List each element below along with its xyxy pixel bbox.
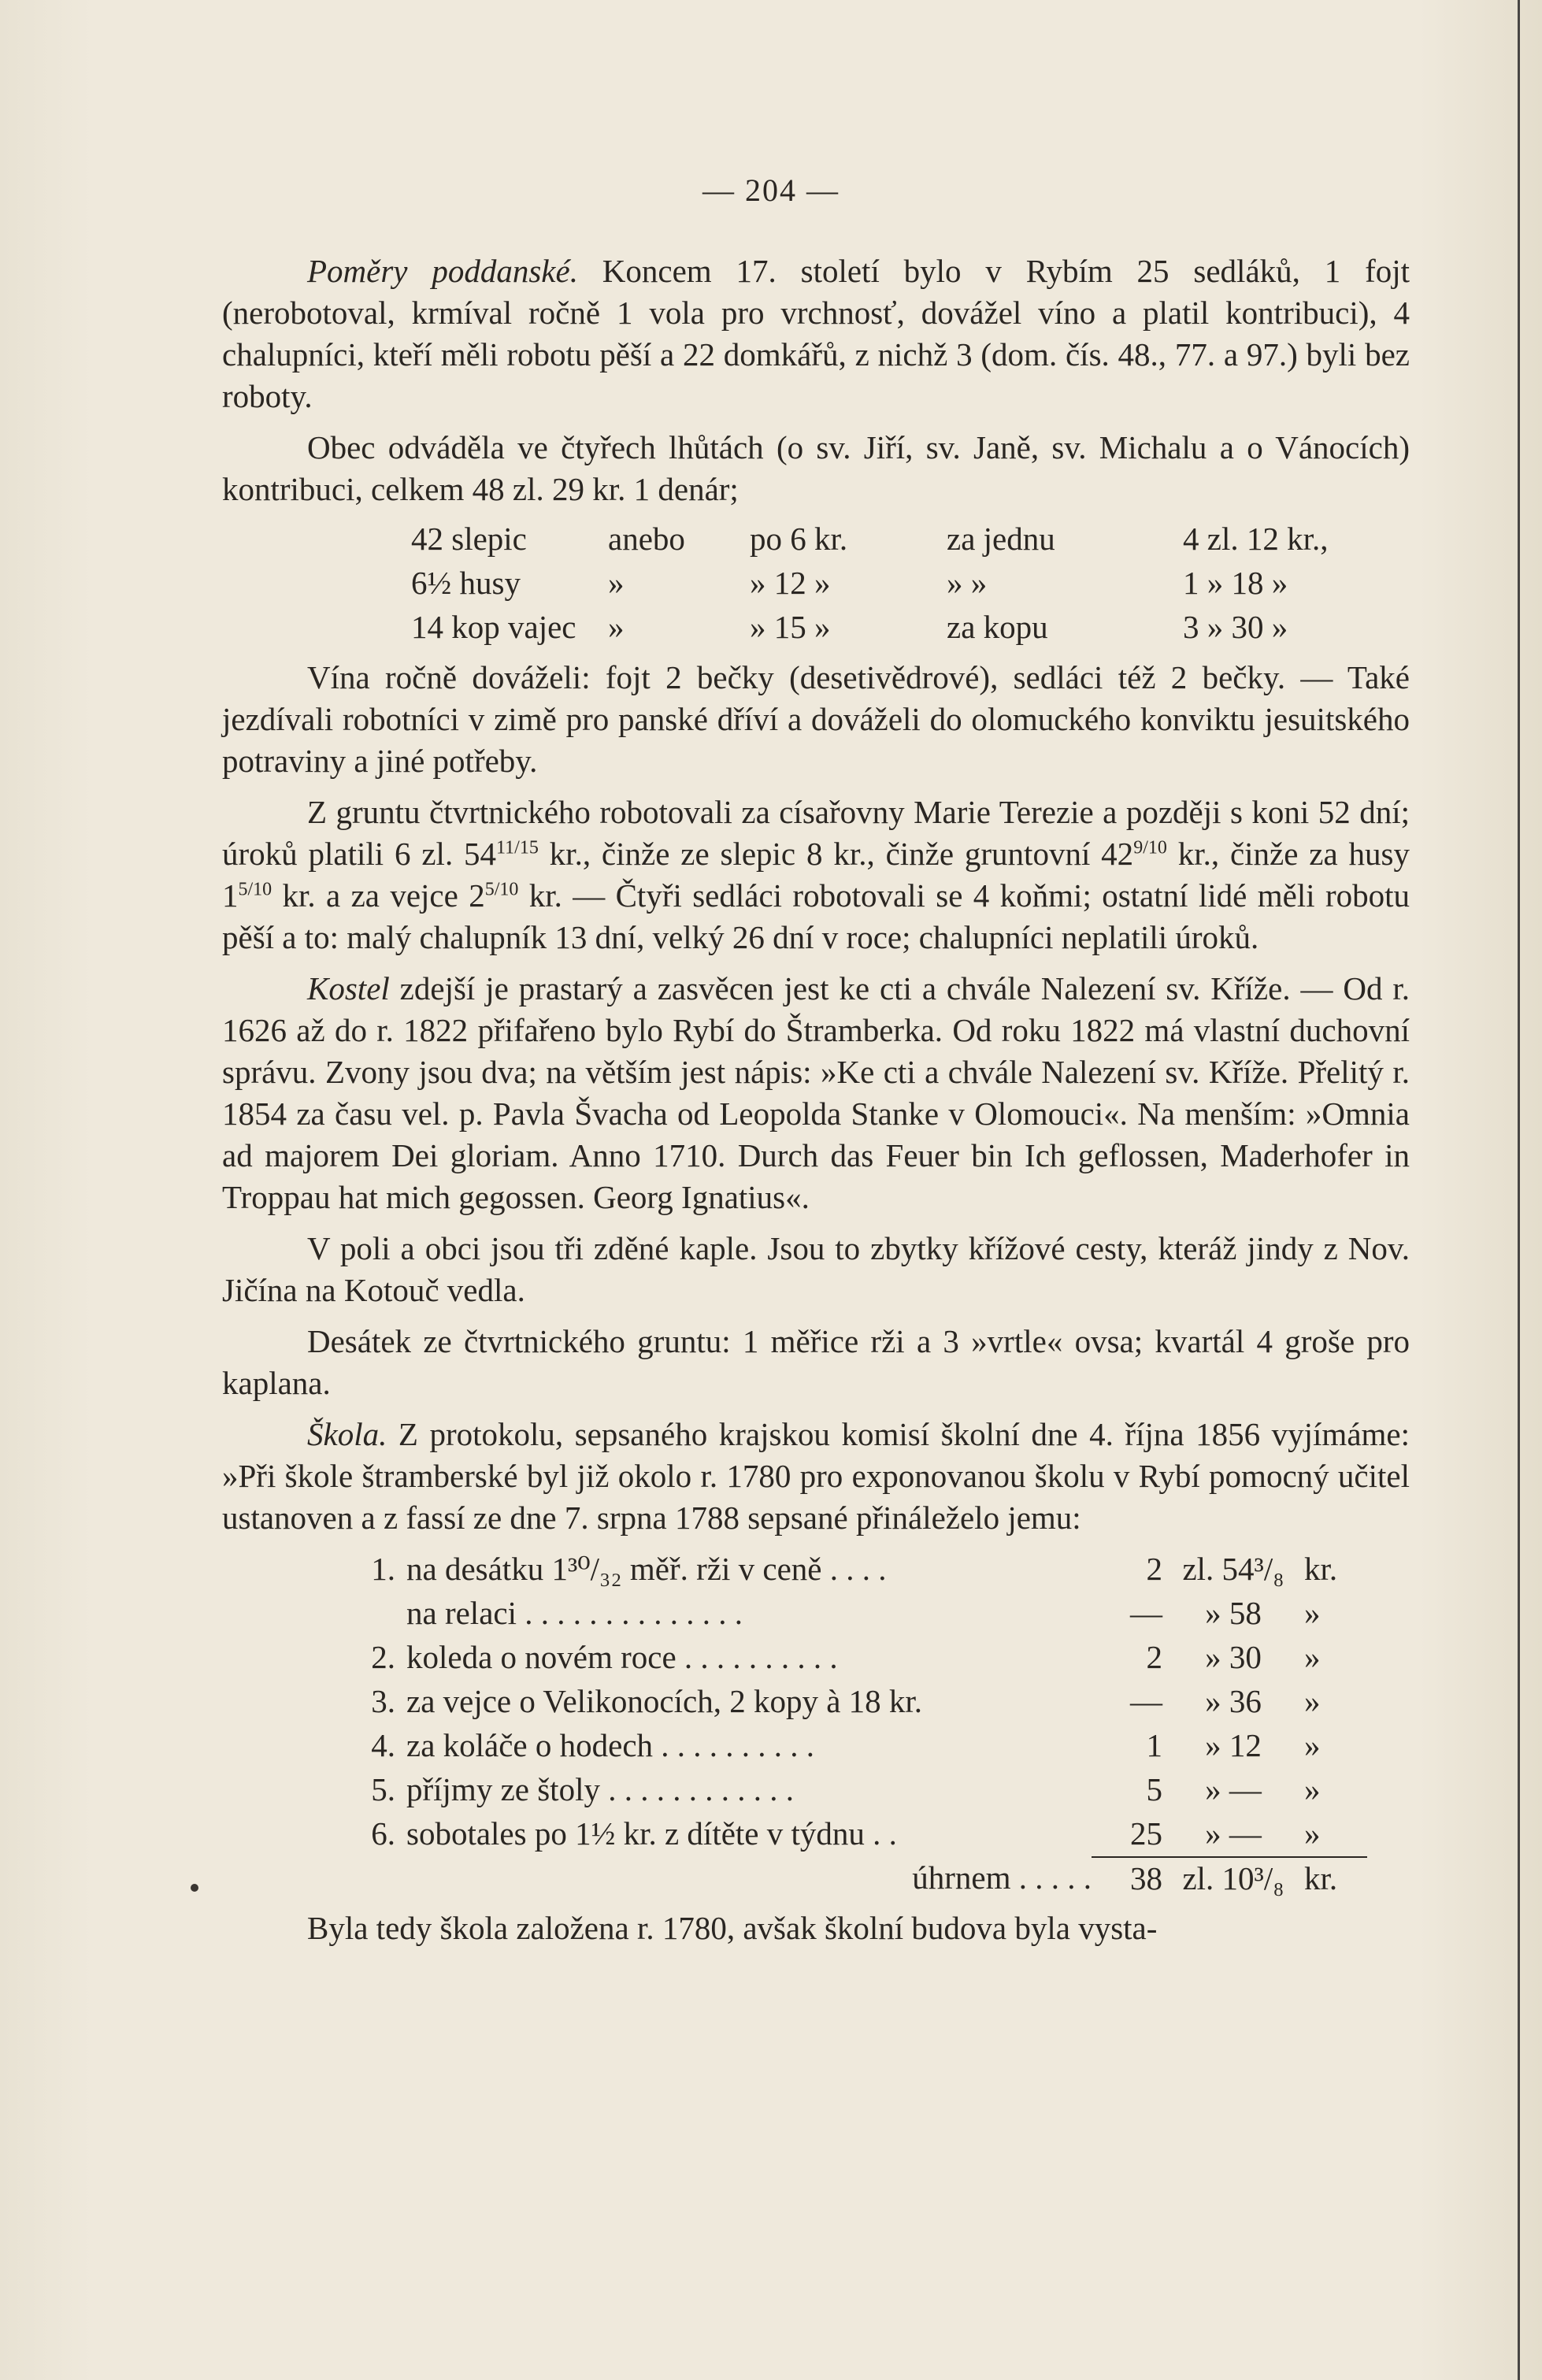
- row-unit: kr.: [1304, 1550, 1338, 1587]
- salary-row: [222, 1811, 1410, 1855]
- dues-rate: po 6 kr.: [750, 520, 848, 557]
- paragraph-text: Z protokolu, sepsaného krajskou komisí školní dne 4. října 1856 vyjímáme: »Při škole štramberské byl již okolo r. 1780 pro exponovanou školu v Rybí pomocný učitel ustanoven a z fassí ze dne 7. srpna 1788 sepsané přináleželo jemu:: [222, 1416, 1410, 1536]
- dues-unit: » »: [947, 564, 988, 601]
- row-label: příjmy ze štoly . . . . . . . . . . . .: [406, 1770, 794, 1807]
- row-kreuzer: » —: [1205, 1815, 1262, 1852]
- row-unit: »: [1304, 1770, 1321, 1807]
- row-unit: »: [1304, 1638, 1321, 1675]
- dues-unit: za jednu: [947, 520, 1055, 557]
- row-guilders: 2: [1146, 1550, 1162, 1587]
- paragraph-chapels: V poli a obci jsou tři zděné kaple. Jsou to zbytky křížové cesty, kteráž jindy z Nov. Jičína na Kotouč vedla.: [222, 1230, 1410, 1308]
- paragraph-tithe: Desátek ze čtvrtnického gruntu: 1 měřice rži a 3 »vrtle« ovsa; kvartál 4 groše pro kaplana.: [222, 1323, 1410, 1401]
- fraction: 9/10: [1133, 837, 1167, 858]
- section-title-serfdom: Poměry poddanské.: [307, 253, 578, 289]
- row-guilders: 5: [1146, 1770, 1162, 1807]
- total-unit: kr.: [1304, 1856, 1367, 1900]
- page-body: [222, 250, 1410, 1949]
- dues-sum: 3 » 30 »: [1183, 608, 1288, 645]
- row-unit: »: [1304, 1594, 1321, 1631]
- paragraph-text: Koncem 17. století bylo v Rybím 25 sedláků, 1 fojt (nerobotoval, krmíval ročně 1 vola pro vrchnosť, dovážel víno a platil kontribuci), 4 chalupníci, kteří měli robotu pěší a 22 domkářů, z nichž 3 (dom. čís. 48., 77. a 97.) byli bez roboty.: [222, 253, 1410, 414]
- row-label: sobotales po 1½ kr. z dítěte v týdnu . .: [406, 1815, 897, 1852]
- row-label: za koláče o hodech . . . . . . . . . .: [406, 1726, 815, 1763]
- paragraph-wine: Vína ročně dováželi: fojt 2 bečky (desetivědrové), sedláci též 2 bečky. — Také jezdívali robotníci v zimě pro panské dříví a dováželi do olomuckého konviktu jesuitského potraviny a jiné potřeby.: [222, 659, 1410, 779]
- dues-sum: 1 » 18 »: [1183, 564, 1288, 601]
- total-label: úhrnem . . . . .: [912, 1859, 1092, 1896]
- dues-table: [222, 517, 1410, 649]
- text-run: kr., činže ze slepic 8 kr., činže gruntovní 42: [538, 836, 1134, 872]
- salary-row: [222, 1547, 1410, 1591]
- text-run: kr. — Čtyři sedláci robotovali se 4 koňmi; ostatní lidé měli robotu pěší a to: malý chalupník 13 dní, velký 26 dní v roce; chalupníci neplatili úroků.: [222, 877, 1410, 955]
- row-unit: »: [1304, 1682, 1321, 1719]
- section-title-school: Škola.: [307, 1416, 387, 1452]
- row-number: 4.: [371, 1726, 395, 1763]
- paragraph-church: [222, 968, 1410, 1218]
- row-unit: »: [1304, 1726, 1321, 1763]
- paragraph-quarter-farm: [222, 791, 1410, 958]
- page-edge-line: [1518, 0, 1520, 2380]
- dues-rate: » 12 »: [750, 564, 831, 601]
- salary-row: [222, 1591, 1410, 1635]
- fraction: 11/15: [496, 837, 539, 858]
- dues-item: 14 kop vajec: [411, 608, 576, 645]
- row-number: 6.: [371, 1815, 395, 1852]
- row-kreuzer: » 30: [1205, 1638, 1262, 1675]
- paragraph-school-founded: Byla tedy škola založena r. 1780, avšak školní budova byla vysta-: [307, 1910, 1158, 1946]
- row-kreuzer: » 36: [1205, 1682, 1262, 1719]
- salary-row: [222, 1635, 1410, 1679]
- row-number: 2.: [371, 1638, 395, 1675]
- row-guilders: —: [1130, 1594, 1162, 1631]
- row-label: na relaci . . . . . . . . . . . . . .: [406, 1594, 743, 1631]
- row-number: 5.: [371, 1770, 395, 1807]
- paragraph-school: [222, 1414, 1410, 1539]
- dues-sum: 4 zl. 12 kr.,: [1183, 520, 1329, 557]
- row-kreuzer: zl. 54³/₈: [1182, 1550, 1284, 1587]
- fraction: 5/10: [484, 879, 519, 900]
- paragraph-serfdom: [222, 250, 1410, 417]
- dues-item: 6½ husy: [411, 564, 521, 601]
- row-unit: »: [1304, 1815, 1321, 1852]
- salary-total-row: [222, 1855, 1410, 1900]
- row-guilders: —: [1130, 1682, 1162, 1719]
- row-guilders: 1: [1146, 1726, 1162, 1763]
- dues-row: [222, 517, 1410, 561]
- text-run: kr., činže za husy 1: [222, 836, 1410, 914]
- dues-row: [222, 605, 1410, 649]
- total-kreuzer: zl. 10³/₈: [1162, 1856, 1304, 1900]
- section-title-church: Kostel: [307, 970, 390, 1006]
- salary-row: [222, 1679, 1410, 1723]
- row-label: na desátku 1³⁰/₃₂ měř. rži v ceně . . . .: [406, 1550, 887, 1587]
- row-guilders: 25: [1130, 1815, 1162, 1852]
- row-kreuzer: » 58: [1205, 1594, 1262, 1631]
- row-label: za vejce o Velikonocích, 2 kopy à 18 kr.: [406, 1682, 923, 1719]
- text-run: kr. a za vejce 2: [272, 877, 485, 914]
- salary-row: [222, 1767, 1410, 1811]
- paragraph-contribution: Obec odváděla ve čtyřech lhůtách (o sv. Jiří, sv. Janě, sv. Michalu a o Vánocích) kontribuci, celkem 48 zl. 29 kr. 1 denár;: [222, 429, 1410, 507]
- row-label: koleda o novém roce . . . . . . . . . .: [406, 1638, 838, 1675]
- row-number: 1.: [371, 1550, 395, 1587]
- total-guilders: 38: [1092, 1856, 1162, 1900]
- text-run: Z gruntu čtvrtnického robotovali za císařovny Marie Terezie a později s koni 52 dní; úroků platili 6 zl. 54: [222, 794, 1410, 872]
- dues-ditto: anebo: [608, 520, 685, 557]
- dues-ditto: »: [608, 608, 625, 645]
- dues-unit: za kopu: [947, 608, 1048, 645]
- dues-rate: » 15 »: [750, 608, 831, 645]
- row-kreuzer: » 12: [1205, 1726, 1262, 1763]
- margin-ink-dot: [191, 1884, 198, 1892]
- row-kreuzer: » —: [1205, 1770, 1262, 1807]
- row-number: 3.: [371, 1682, 395, 1719]
- paragraph-text: zdejší je prastarý a zasvěcen jest ke cti a chvále Nalezení sv. Kříže. — Od r. 1626 až do r. 1822 přifařeno bylo Rybí do Štramberka. Od roku 1822 má vlastní duchovní správu. Zvony jsou dva; na větším jest nápis: »Ke cti a chvále Nalezení sv. Kříže. Přelitý r. 1854 za času vel. p. Pavla Švacha od Leopolda Stanke v Olomouci«. Na menším: »Omnia ad majorem Dei gloriam. Anno 1710. Durch das Feuer bin Ich geflossen, Maderhofer in Troppau hat mich gegossen. Georg Ignatius«.: [222, 970, 1410, 1215]
- row-guilders: 2: [1146, 1638, 1162, 1675]
- page-number: — 204 —: [702, 172, 840, 208]
- salary-table: [222, 1547, 1410, 1900]
- fraction: 5/10: [238, 879, 272, 900]
- dues-item: 42 slepic: [411, 520, 527, 557]
- dues-row: [222, 561, 1410, 605]
- dues-ditto: »: [608, 564, 625, 601]
- salary-row: [222, 1723, 1410, 1767]
